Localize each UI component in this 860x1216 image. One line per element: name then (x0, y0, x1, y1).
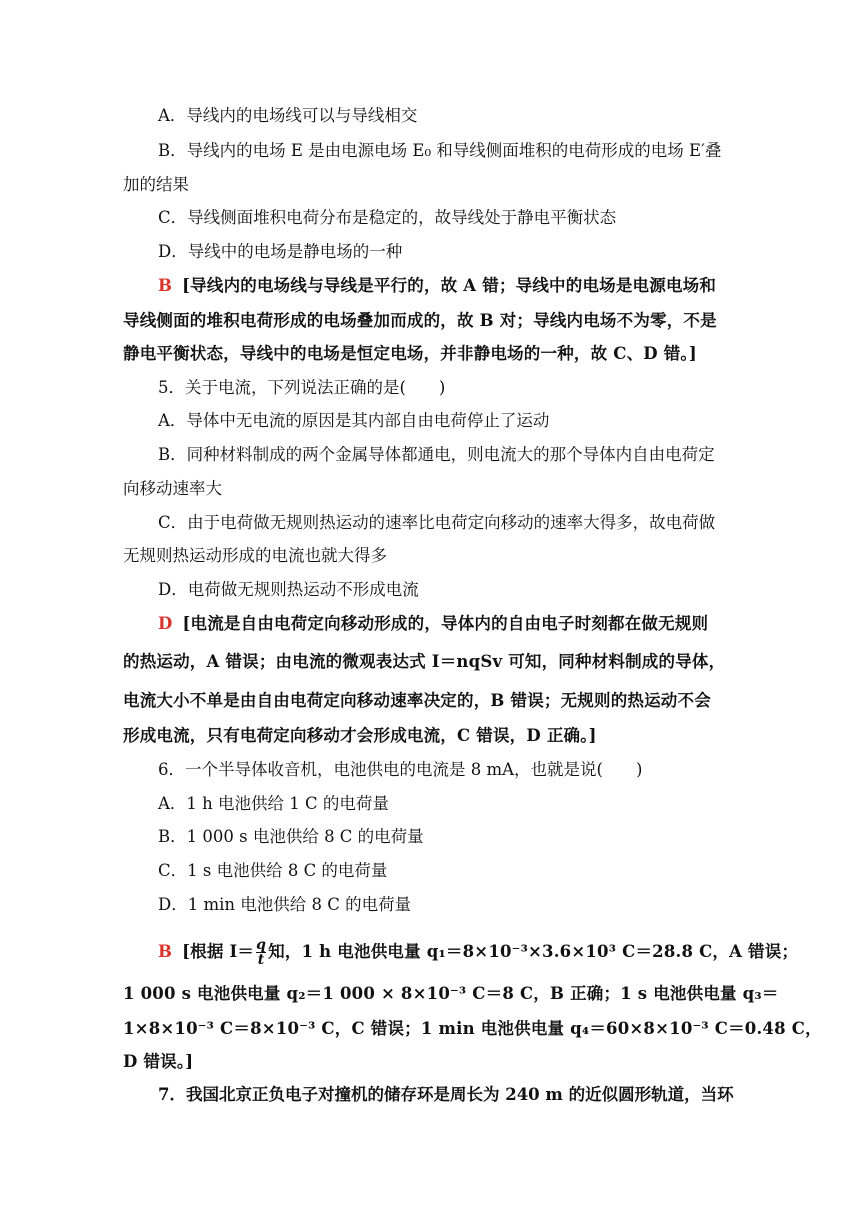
q5-explanation-line2: 的热运动，A 错误；由电流的微观表达式 I＝nqSv 可知，同种材料制成的导体， (123, 652, 726, 671)
q5-explanation-line3: 电流大小不单是由自由电荷定向移动速率决定的，B 错误；无规则的热运动不会 (123, 691, 711, 710)
q6-answer: B (158, 942, 173, 961)
q4-explanation-line3: 静电平衡状态，导线中的电场是恒定电场，并非静电场的一种，故 C、D 错。] (123, 344, 697, 363)
q4-answer: B (158, 276, 173, 295)
q6-option-a: A．1 h 电池供给 1 C 的电荷量 (158, 794, 389, 813)
q4-explanation: B [导线内的电场线与导线是平行的，故 A 错；导线中的电场是电源电场和 (158, 276, 717, 295)
q4-option-d: D．导线中的电场是静电场的一种 (158, 242, 403, 261)
q5-answer: D (158, 614, 173, 633)
q7-stem: 7．我国北京正负电子对撞机的储存环是周长为 240 m 的近似圆形轨道，当环 (158, 1085, 734, 1104)
q5-option-b-cont: 向移动速率大 (123, 479, 222, 498)
q5-explanation-line4: 形成电流，只有电荷定向移动才会形成电流，C 错误，D 正确。] (123, 726, 597, 745)
q6-stem: 6．一个半导体收音机，电池供电的电流是 8 mA，也就是说( ) (158, 760, 643, 779)
q5-option-b: B．同种材料制成的两个金属导体都通电，则电流大的那个导体内自由电荷定 (158, 445, 715, 464)
q5-option-c-cont: 无规则热运动形成的电流也就大得多 (123, 546, 387, 565)
fraction-q-over-t: $\frac{q}{t}$ (256, 937, 267, 968)
q5-explanation: D [电流是自由电荷定向移动形成的，导体内的自由电子时刻都在做无规则 (158, 614, 709, 633)
q4-explanation-line2: 导线侧面的堆积电荷形成的电场叠加而成的，故 B 对；导线内电场不为零，不是 (123, 311, 717, 330)
q5-option-d: D．电荷做无规则热运动不形成电流 (158, 580, 419, 599)
q6-explanation: B [根据 I＝ $\frac{q}{t}$ 知，1 h 电池供电量 q₁＝8×10⁻³×3.6×10³ C＝28.8 C，A 错误； (158, 937, 799, 968)
q6-option-b: B．1 000 s 电池供给 8 C 的电荷量 (158, 827, 424, 846)
q5-stem: 5．关于电流，下列说法正确的是( ) (158, 378, 446, 397)
q4-option-b: B．导线内的电场 E 是由电源电场 E₀ 和导线侧面堆积的电荷形成的电场 E′叠 (158, 141, 722, 160)
q4-option-c: C．导线侧面堆积电荷分布是稳定的，故导线处于静电平衡状态 (158, 208, 617, 227)
q6-explanation-line3: 1×8×10⁻³ C＝8×10⁻³ C，C 错误；1 min 电池供电量 q₄＝60×8×10⁻³ C＝0.48 C， (123, 1019, 822, 1038)
q4-option-a: A．导线内的电场线可以与导线相交 (158, 106, 418, 125)
q6-explanation-line4: D 错误。] (123, 1052, 194, 1071)
q5-option-a: A．导体中无电流的原因是其内部自由电荷停止了运动 (158, 411, 550, 430)
q5-option-c: C．由于电荷做无规则热运动的速率比电荷定向移动的速率大得多，故电荷做 (158, 513, 716, 532)
q6-explanation-line2: 1 000 s 电池供电量 q₂＝1 000 × 8×10⁻³ C＝8 C，B 正确；1 s 电池供电量 q₃＝ (123, 984, 779, 1003)
q4-option-b-cont: 加的结果 (123, 175, 189, 194)
q6-option-d: D．1 min 电池供给 8 C 的电荷量 (158, 895, 412, 914)
q6-option-c: C．1 s 电池供给 8 C 的电荷量 (158, 861, 388, 880)
